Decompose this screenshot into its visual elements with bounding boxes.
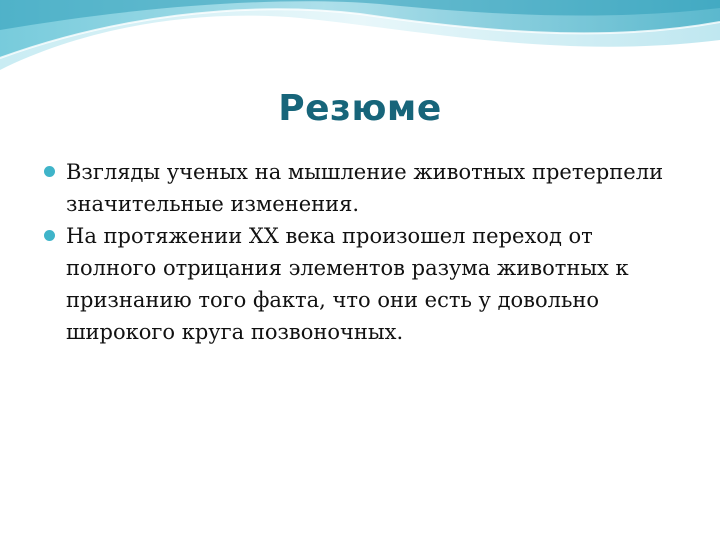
bullet-list — [42, 156, 682, 348]
bullet-dot-icon — [44, 166, 55, 177]
bullet-item — [42, 220, 682, 348]
bullet-text: Взгляды ученых на мышление животных претерпели значительные изменения. — [66, 160, 664, 216]
bullet-text: На протяжении XX века произошел переход от полного отрицания элементов разума животных к признанию того факта, что они есть у довольно широкого круга позвоночных. — [66, 224, 629, 344]
slide-title: Резюме — [278, 88, 442, 129]
header-wave-decoration — [0, 0, 720, 90]
bullet-dot-icon — [44, 230, 55, 241]
bullet-item — [42, 156, 682, 220]
